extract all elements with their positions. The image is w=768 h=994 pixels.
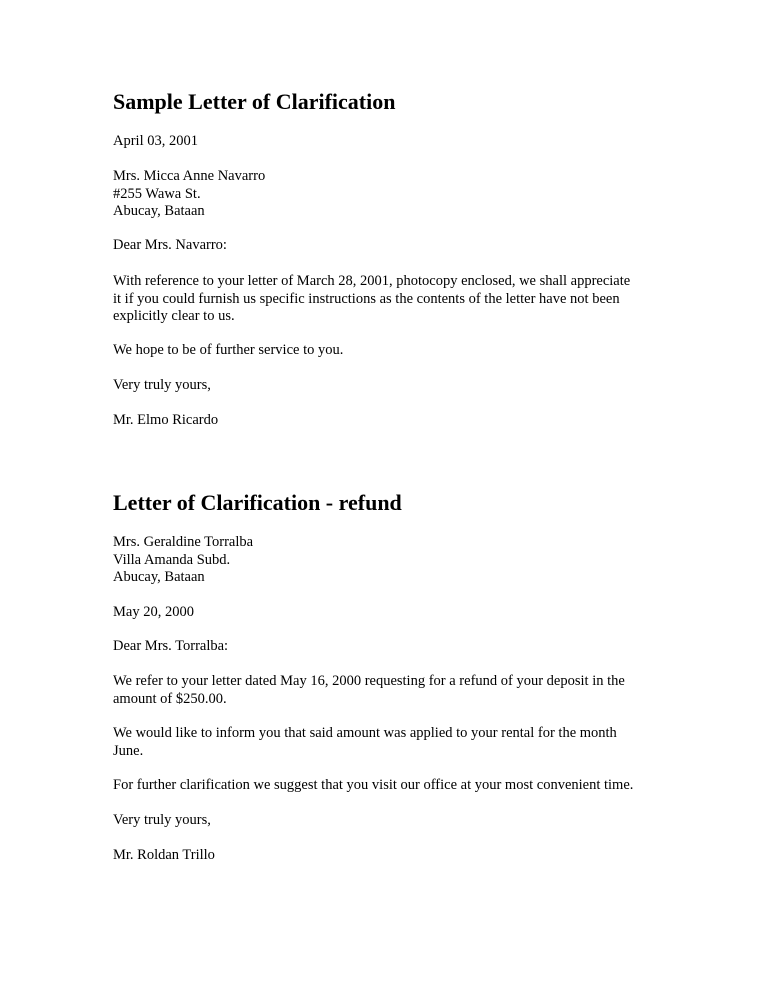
- letter1-signature: Mr. Elmo Ricardo: [113, 412, 219, 428]
- letter1-body: [113, 273, 673, 326]
- body-line: explicitly clear to us.: [113, 308, 235, 324]
- letter1-title: Sample Letter of Clarification: [113, 89, 396, 114]
- letter2-signature: Mr. Roldan Trillo: [113, 847, 215, 863]
- body-line: June.: [113, 742, 144, 759]
- address-line: Abucay, Bataan: [113, 203, 205, 219]
- address-line: Abucay, Bataan: [113, 569, 205, 585]
- address-line: Mrs. Geraldine Torralba: [113, 534, 254, 550]
- address-line: Mrs. Micca Anne Navarro: [113, 168, 266, 184]
- letter2-closing: Very truly yours,: [113, 812, 211, 828]
- letter1-date: April 03, 2001: [113, 133, 198, 149]
- letter2-paragraph-1: [113, 673, 673, 708]
- letter2-paragraph-2: [113, 725, 673, 760]
- letter2-address: [113, 534, 673, 587]
- body-line: With reference to your letter of March 28, 2001, photocopy enclosed, we shall appreciate: [113, 273, 631, 289]
- letter2-salutation: Dear Mrs. Torralba:: [113, 638, 229, 654]
- letter1-address: [113, 168, 673, 221]
- body-line: it if you could furnish us specific instructions as the contents of the letter have not been: [113, 290, 620, 307]
- letter2-title: Letter of Clarification - refund: [113, 490, 402, 515]
- letter1-closing: Very truly yours,: [113, 377, 211, 393]
- letter1-salutation: Dear Mrs. Navarro:: [113, 237, 227, 253]
- address-line: #255 Wawa St.: [113, 185, 201, 202]
- letter2-paragraph-3: For further clarification we suggest that you visit our office at your most convenient time.: [113, 777, 634, 793]
- letter2-date: May 20, 2000: [113, 604, 194, 620]
- address-line: Villa Amanda Subd.: [113, 551, 231, 568]
- body-line: We refer to your letter dated May 16, 2000 requesting for a refund of your deposit in the: [113, 673, 625, 689]
- letter1-closing-paragraph: We hope to be of further service to you.: [113, 342, 344, 358]
- body-line: amount of $250.00.: [113, 690, 227, 707]
- body-line: We would like to inform you that said amount was applied to your rental for the month: [113, 725, 617, 741]
